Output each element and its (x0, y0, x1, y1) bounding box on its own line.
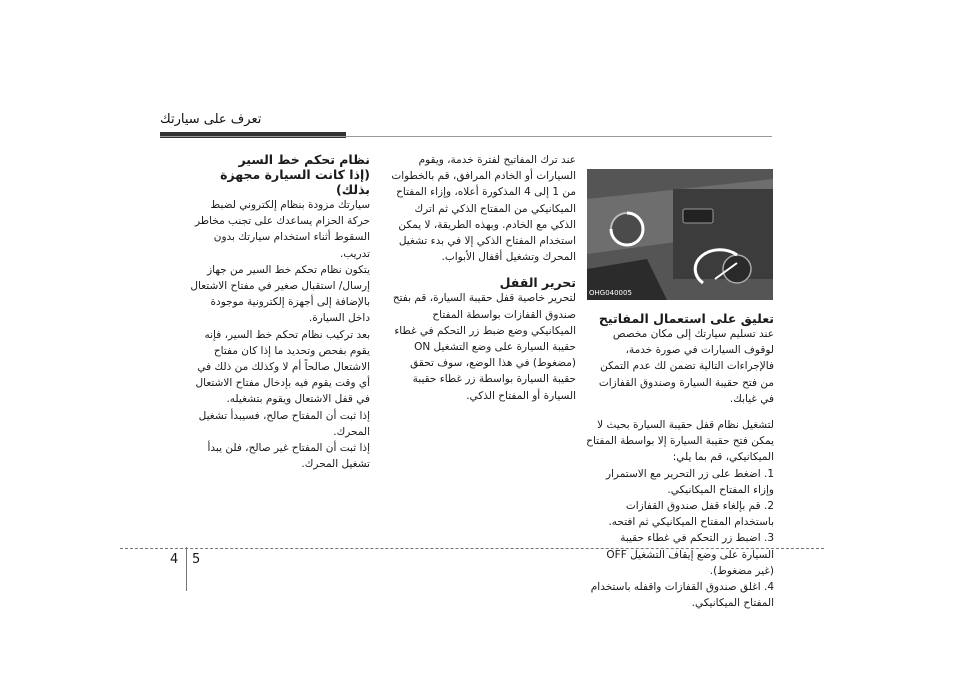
page-number-section: 4 (170, 552, 179, 567)
release-lock-paragraph: لتحرير خاصية قفل حقيبة السيارة، قم بفتح صندوق القفازات بواسطة المفتاح الميكانيكي وضع ضبط زر التحكم في غطاء حقيبة السيارة على وضع التشغيل ON (مضغوط) في هذا الوضع، سوف تحقق حقيبة السيارة بواسطة زر غطاء حقيبة السيارة أو المفتاح الذكي. (392, 292, 576, 402)
page-header-title: تعرف على سيارتك (160, 112, 262, 127)
key-usage-heading: تعليق على استعمال المفاتيح (598, 311, 774, 326)
release-lock-heading: تحرير القفل (499, 275, 576, 291)
step-item: 2. قم بإلغاء قفل صندوق القفازات باستخدام المفتاح الميكانيكي ثم افتحه. (608, 500, 774, 529)
right-column (586, 311, 774, 611)
page-number-page: 5 (192, 552, 201, 567)
immobilizer-paragraph: إذا ثبت أن المفتاح غير صالح، فلن يبدأ تشغيل المحرك. (207, 442, 370, 471)
footer-rule (120, 548, 824, 549)
immobilizer-paragraph: إذا ثبت أن المفتاح صالح، فسيبدأ تشغيل المحرك. (198, 409, 370, 438)
step-item: 1. اضغط على زر التحرير مع الاستمرار وإزاء المفتاح الميكانيكي. (605, 467, 774, 496)
photo-code: OHG040005 (589, 289, 632, 297)
middle-column (389, 152, 576, 404)
step-item: 4. اغلق صندوق القفازات واقفله باستخدام المفتاح الميكانيكي. (590, 581, 774, 610)
header-rule (160, 136, 772, 137)
header-accent-bar (160, 132, 346, 138)
glovebox-photo (587, 169, 773, 300)
glovebox-illustration (587, 169, 773, 300)
immobilizer-subheading: (إذا كانت السيارة مجهزة بذلك) (220, 167, 370, 197)
step-item: 3. اضبط زر التحكم في غطاء حقيبة السيارة على وضع إيقاف التشغيل OFF (غير مضغوط). (606, 532, 774, 577)
immobilizer-paragraph: يتكون نظام تحكم خط السير من جهاز إرسال/ استقبال صغير في مفتاح الاشتعال بالإضافة إلى أجهزة إلكترونية موجودة داخل السيارة. (190, 263, 370, 325)
immobilizer-paragraph: بعد تركيب نظام تحكم خط السير، فإنه يقوم بفحص وتحديد ما إذا كان مفتاح الاشتعال صالحاً أم لا وكذلك من ذلك في أي وقت يقوم فيه بإدخال مفتاح الاشتعال في قفل الاشتعال ويقوم بتشغيله. (195, 328, 370, 406)
footer-divider (186, 547, 187, 591)
left-column (186, 152, 370, 472)
steps-intro: لتشغيل نظام قفل حقيبة السيارة بحيث لا يمكن فتح حقيبة السيارة إلا بواسطة المفتاح الميكانيكي، قم بما يلي: (586, 419, 774, 464)
key-usage-intro: عند تسليم سيارتك إلى مكان مخصص لوقوف السيارات في صورة خدمة، فالإجراءات التالية تضمن لك عدم التمكن من فتح حقيبة السيارة وصندوق القفازات في غيابك. (598, 328, 774, 405)
immobilizer-paragraph: سيارتك مزودة بنظام إلكتروني لضبط حركة الحزام يساعدك على تجنب مخاطر السقوط أثناء استخدام سيارتك بدون تدريب. (194, 199, 370, 260)
immobilizer-heading: نظام تحكم خط السير (238, 152, 370, 167)
valet-intro-paragraph: عند ترك المفاتيح لفترة خدمة، ويقوم السيارات أو الخادم المرافق، قم بالخطوات من 1 إلى 4 المذكورة أعلاه، وإزاء المفتاح الميكانيكي من المفتاح الذكي ثم اترك الذكي مع الخادم. وبهذه الطريقة، لا يمكن استخدام المفتاح الذكي إلا في بدء تشغيل المحرك وتشغيل أقفال الأبواب. (391, 154, 576, 264)
